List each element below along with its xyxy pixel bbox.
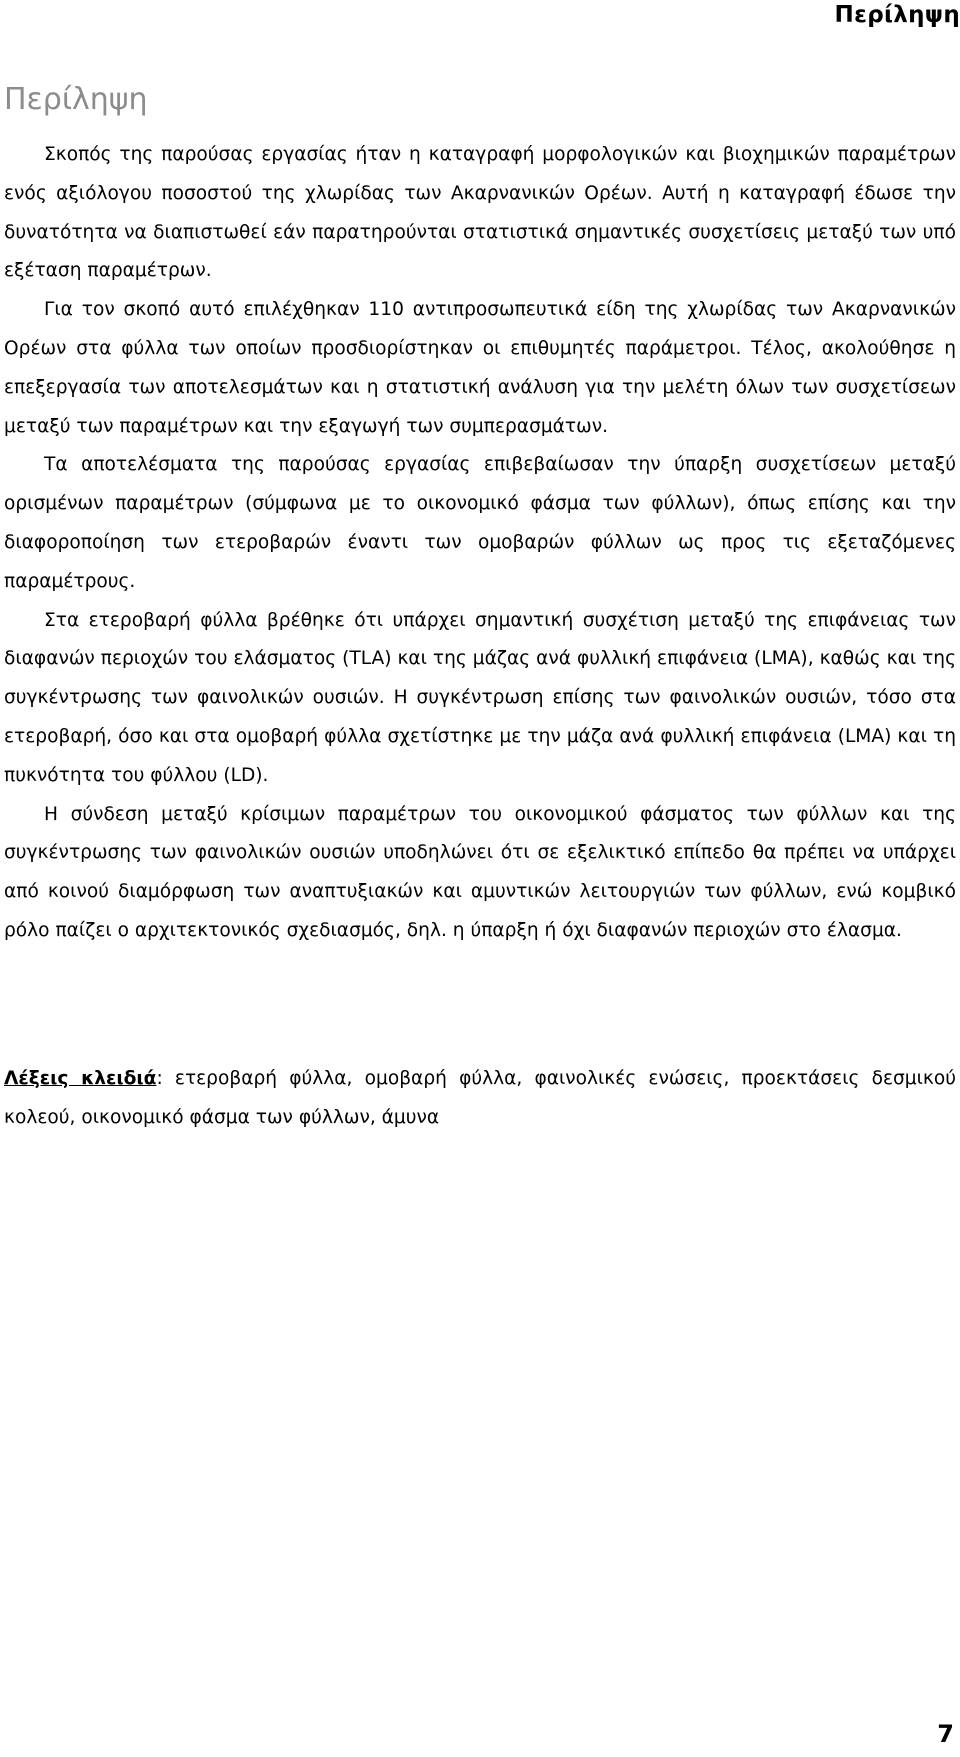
abstract-paragraph-5: Η σύνδεση μεταξύ κρίσιμων παραμέτρων του οικονομικού φάσματος των φύλλων και της συγκέντρωσης των φαινολικών ουσιών υποδηλώνει ότι σε εξελικτικό επίπεδο θα πρέπει να υπάρχει από κοινού διαμόρφωση των αναπτυξιακών και αμυντικών λειτουργιών των φύλλων, ενώ κομβικό ρόλο παίζει ο αρχιτεκτονικός σχεδιασμός, δηλ. η ύπαρξη ή όχι διαφανών περιοχών στο έλασμα. [4, 803, 956, 941]
abstract-body [4, 136, 956, 951]
keywords-separator: : [156, 1068, 163, 1089]
page-number: 7 [937, 1720, 954, 1748]
page-title: Περίληψη [4, 82, 148, 117]
running-header: Περίληψη [834, 2, 960, 28]
abstract-paragraph-1: Σκοπός της παρούσας εργασίας ήταν η καταγραφή μορφολογικών και βιοχημικών παραμέτρων ενός αξιόλογου ποσοστού της χλωρίδας των Ακαρνανικών Ορέων. Αυτή η καταγραφή έδωσε την δυνατότητα να διαπιστωθεί εάν παρατηρούνται στατιστικά σημαντικές συσχετίσεις μεταξύ των υπό εξέταση παραμέτρων. [4, 144, 956, 282]
keywords-line [4, 1059, 956, 1137]
abstract-paragraph-4: Στα ετεροβαρή φύλλα βρέθηκε ότι υπάρχει σημαντική συσχέτιση μεταξύ της επιφάνειας των διαφανών περιοχών του ελάσματος (TLA) και της μάζας ανά φυλλική επιφάνεια (LMA), καθώς και της συγκέντρωσης των φαινολικών ουσιών. Η συγκέντρωση επίσης των φαινολικών ουσιών, τόσο στα ετεροβαρή, όσο και στα ομοβαρή φύλλα σχετίστηκε με την μάζα ανά φυλλική επιφάνεια (LMA) και τη πυκνότητα του φύλλου (LD). [4, 609, 956, 786]
keywords-label: Λέξεις κλειδιά [4, 1068, 157, 1089]
abstract-paragraph-2: Για τον σκοπό αυτό επιλέχθηκαν 110 αντιπροσωπευτικά είδη της χλωρίδας των Ακαρνανικών Ορέων στα φύλλα των οποίων προσδιορίστηκαν οι επιθυμητές παράμετροι. Τέλος, ακολούθησε η επεξεργασία των αποτελεσμάτων και η στατιστική ανάλυση για την μελέτη όλων των συσχετίσεων μεταξύ των παραμέτρων και την εξαγωγή των συμπερασμάτων. [4, 299, 956, 437]
abstract-paragraph-3: Τα αποτελέσματα της παρούσας εργασίας επιβεβαίωσαν την ύπαρξη συσχετίσεων μεταξύ ορισμένων παραμέτρων (σύμφωνα με το οικονομικό φάσμα των φύλλων), όπως επίσης και την διαφοροποίηση των ετεροβαρών έναντι των ομοβαρών φύλλων ως προς τις εξεταζόμενες παραμέτρους. [4, 454, 956, 592]
keywords-text: ετεροβαρή φύλλα, ομοβαρή φύλλα, φαινολικές ενώσεις, προεκτάσεις δεσμικού κολεού, οικονομικό φάσμα των φύλλων, άμυνα [4, 1068, 956, 1128]
